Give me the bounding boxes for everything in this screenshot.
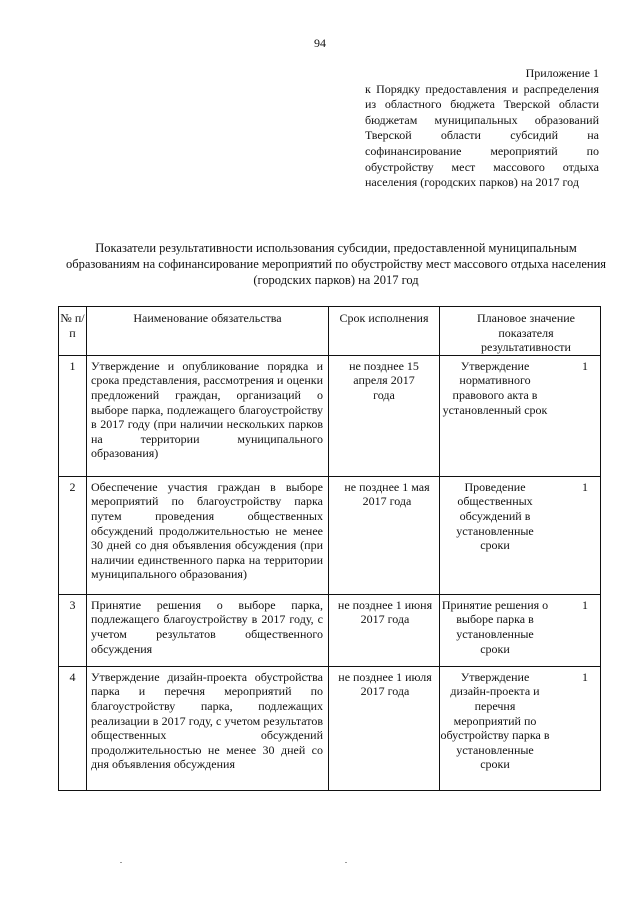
header-value: Плановое значение показателя результативности <box>440 307 601 356</box>
table-row <box>59 594 601 666</box>
row-value-text: Утверждение дизайн-проекта и перечня мероприятий по обустройству парка в установленные сроки <box>440 669 550 772</box>
row-term: не позднее 1 июня 2017 года <box>329 594 440 666</box>
row-num: 3 <box>59 594 87 666</box>
row-value-number: 1 <box>582 358 588 373</box>
row-value-text: Утверждение нормативного правового акта в установленный срок <box>442 358 548 417</box>
row-value-number: 1 <box>582 597 588 612</box>
row-num: 1 <box>59 355 87 476</box>
row-num: 2 <box>59 476 87 594</box>
table-row <box>59 666 601 790</box>
row-term: не позднее 1 июля 2017 года <box>329 666 440 790</box>
table-header-row <box>59 307 601 356</box>
appendix-title: Приложение 1 <box>525 66 599 80</box>
scan-speck <box>345 862 347 863</box>
row-num: 4 <box>59 666 87 790</box>
row-value <box>440 355 601 476</box>
row-term: не позднее 15 апреля 2017 года <box>329 355 440 476</box>
row-value-text: Принятие решения о выборе парка в установленные сроки <box>441 597 549 656</box>
header-term: Срок исполнения <box>329 307 440 356</box>
appendix-text: к Порядку предоставления и распределения из областного бюджета Тверской области бюджетам муниципальных образований Тверской области субсидий на софинансирование мероприятий по обустройству мест массового отдыха населения (городских парков) на 2017 год <box>365 81 599 190</box>
document-title: Показатели результативности использования субсидии, предоставленной муниципальным образованиям на софинансирование мероприятий по обустройству мест массового отдыха населения (городских парков) на 2017 год <box>65 241 607 287</box>
indicators-table <box>58 306 601 791</box>
table-row <box>59 476 601 594</box>
page-number: 94 <box>314 36 326 50</box>
table-row <box>59 355 601 476</box>
row-name: Утверждение и опубликование порядка и срока представления, рассмотрения и оценки предложений граждан, организаций о выборе парка, подлежащего благоустройству в 2017 году (при наличии нескольких парков на территории муниципального образования) <box>87 355 329 476</box>
row-value-text: Проведение общественных обсуждений в установленные сроки <box>456 479 534 553</box>
row-term: не позднее 1 мая 2017 года <box>329 476 440 594</box>
row-value-number: 1 <box>582 669 588 684</box>
header-name: Наименование обязательства <box>87 307 329 356</box>
row-name: Обеспечение участия граждан в выборе мероприятий по благоустройству парка путем проведения общественных обсуждений продолжительностью не менее 30 дней со дня объявления обсуждения (при наличии единственного парка на территории муниципального образования) <box>87 476 329 594</box>
row-value <box>440 666 601 790</box>
row-value-number: 1 <box>582 479 588 494</box>
appendix-block <box>365 66 599 191</box>
row-name: Принятие решения о выборе парка, подлежащего благоустройству в 2017 году, с учетом результатов общественного обсуждения <box>87 594 329 666</box>
row-value <box>440 476 601 594</box>
row-value <box>440 594 601 666</box>
row-name: Утверждение дизайн-проекта обустройства парка и перечня мероприятий по благоустройству парка, подлежащих реализации в 2017 году, с учетом результатов общественных обсуждений продолжительностью не менее 30 дней со дня объявления обсуждения <box>87 666 329 790</box>
scan-speck <box>120 862 122 863</box>
header-num: № п/п <box>59 307 87 356</box>
